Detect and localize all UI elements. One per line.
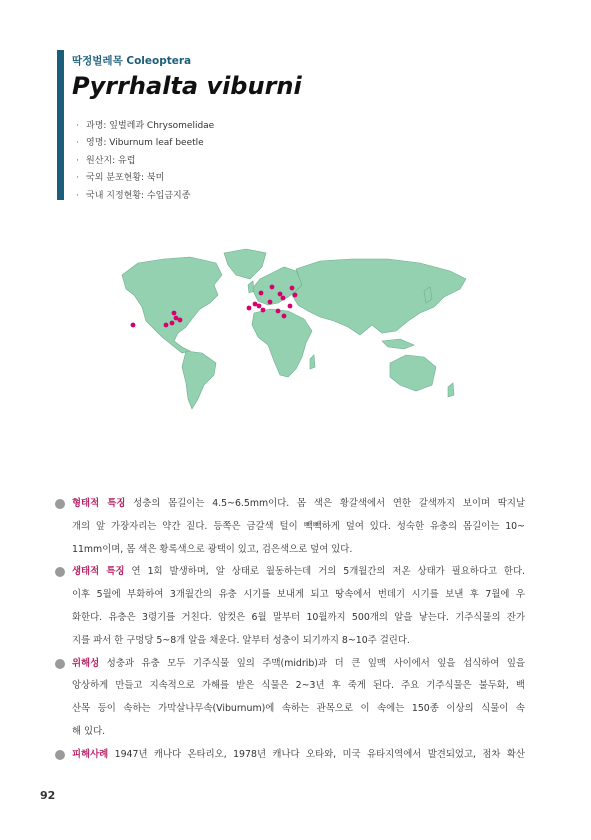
marker-eu-4 — [261, 308, 266, 313]
marker-eu-12 — [276, 309, 281, 314]
marker-eu-10 — [293, 293, 298, 298]
marker-na-6 — [172, 311, 177, 316]
title-accent-bar — [57, 50, 64, 200]
marker-eu-14 — [268, 300, 273, 305]
species-title: Pyrrhalta viburni — [72, 72, 302, 100]
africa — [252, 309, 312, 377]
info-item-foreign-distribution: · 국외 분포현황: 북미 — [76, 173, 165, 184]
marker-eu-11 — [288, 304, 293, 309]
new-zealand — [448, 383, 454, 397]
marker-eu-13 — [282, 314, 287, 319]
continents — [122, 249, 466, 409]
section-morphology: 형태적 특징 성충의 몸길이는 4.5~6.5mm이다. 몸 색은 황갈색에서 연한 갈색까지 보이며 딱지날 개의 앞 가장자리는 약간 짙다. 등쪽은 금갈색 털이 빽빽하게 덮여 있다. 성숙한 유충의 몸길이는 10~ 11mm이며, 몸 색은 황록색으로 광택이 있고, 검은색으로 덮여 있다. — [55, 493, 525, 561]
marker-na-5 — [178, 318, 183, 323]
bullet-icon — [55, 567, 65, 577]
bullet-icon — [55, 750, 65, 760]
greenland — [224, 249, 266, 279]
madagascar — [310, 355, 315, 369]
marker-eu-9 — [290, 286, 295, 291]
marker-eu-7 — [278, 292, 283, 297]
south-america — [182, 351, 216, 409]
marker-eu-5 — [259, 291, 264, 296]
order-name: 딱정벌레목 Coleoptera — [72, 55, 192, 67]
uk — [248, 281, 254, 293]
north-america — [122, 257, 222, 353]
section-heading: 위해성 — [72, 657, 100, 669]
australia — [390, 355, 436, 391]
info-item-english-name: · 영명: Viburnum leaf beetle — [76, 138, 204, 149]
marker-na-2 — [164, 323, 169, 328]
southeast-asia-islands — [382, 339, 414, 349]
bullet-icon — [55, 499, 65, 509]
section-ecology: 생태적 특징 연 1회 발생하며, 알 상태로 월동하는데 거의 5개월간의 저온 상태가 필요하다고 한다. 이후 5월에 부화하여 3개월간의 유충 시기를 보내게 되고 땅속에서 번데기 시기를 보낸 후 7월에 우 화한다. 유충은 3령기를 거친다. 암컷은 6월 말부터 10월까지 500개의 알을 낳는다. 기주식물의 잔가 지를 파서 한 구멍당 5~8개 알을 채운다. 알부터 성충이 되기까지 8~10주 걸린다. — [55, 561, 525, 652]
page-number: 92 — [40, 789, 56, 802]
section-heading: 생태적 특징 — [72, 566, 125, 578]
species-info-list — [76, 118, 214, 205]
section-damage-cases: 피해사례 1947년 캐나다 온타리오, 1978년 캐나다 오타와, 미국 유타지역에서 발견되었고, 점차 확산 — [55, 744, 525, 767]
marker-eu-3 — [257, 304, 262, 309]
section-heading: 형태적 특징 — [72, 498, 126, 509]
marker-eu-1 — [247, 306, 252, 311]
info-item-family: · 과명: 잎벌레과 Chrysomelidae — [76, 121, 215, 131]
section-harmfulness: 위해성 성충과 유충 모두 기주식물 잎의 주맥(midrib)과 더 큰 잎맥 사이에서 잎을 섭식하여 잎을 앙상하게 만들고 지속적으로 가해를 받은 식물은 2~3년 후 죽게 된다. 주요 기주식물은 불두화, 백 산목 등이 속하는 가막살나무속(Viburnum)에 속하는 관목으로 이 속에는 150종 이상의 식물이 속 해 있다. — [55, 653, 525, 744]
marker-na-1 — [131, 323, 136, 328]
info-item-domestic-status: · 국내 지정현황: 수입금지종 — [76, 190, 191, 201]
section-heading: 피해사례 — [72, 748, 109, 760]
asia — [292, 259, 466, 335]
description-body — [55, 493, 525, 767]
marker-na-3 — [170, 321, 175, 326]
marker-eu-8 — [281, 296, 286, 301]
world-distribution-map — [120, 245, 470, 415]
marker-eu-6 — [270, 285, 275, 290]
info-item-origin: · 원산지: 유럽 — [76, 155, 136, 166]
bullet-icon — [55, 659, 65, 669]
